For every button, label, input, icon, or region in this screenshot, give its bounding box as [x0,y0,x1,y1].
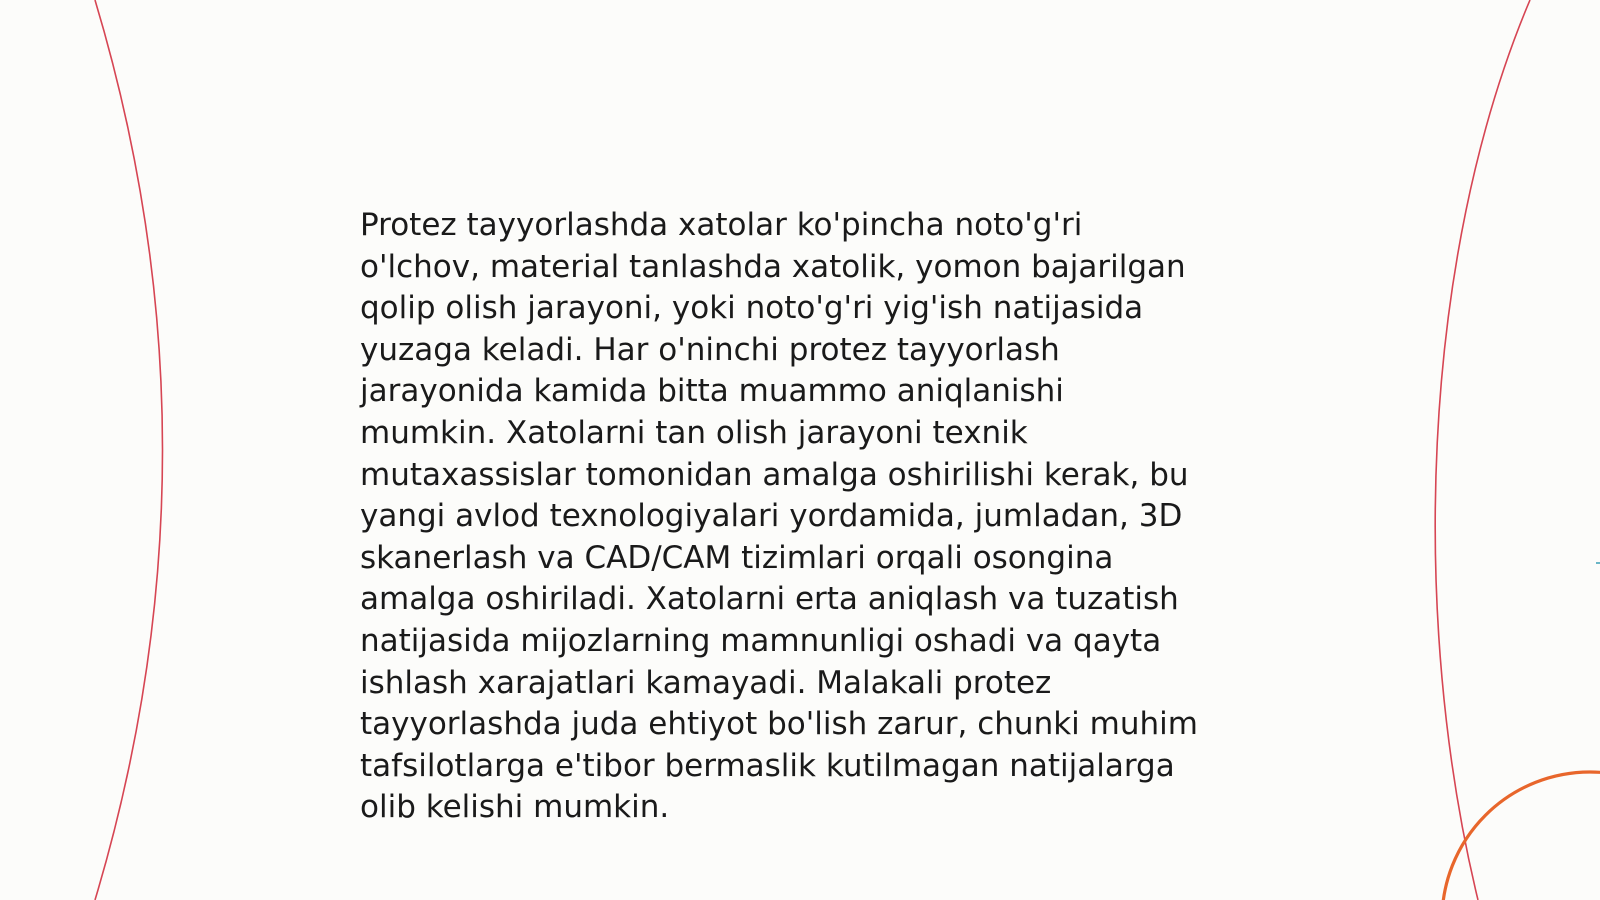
paragraph-line: yuzaga keladi. Har o'ninchi protez tayyorlash [360,331,1060,368]
paragraph-line: tayyorlashda juda ehtiyot bo'lish zarur, chunki muhim [360,706,1198,743]
paragraph-line: o'lchov, material tanlashda xatolik, yomon bajarilgan [360,248,1186,285]
left-curve-line [95,0,163,900]
paragraph-line: olib kelishi mumkin. [360,789,670,826]
right-curve-line [1435,0,1530,900]
paragraph-line: yangi avlod texnologiyalari yordamida, jumladan, 3D [360,498,1183,535]
orange-arc [1442,772,1600,900]
paragraph-line: jarayonida kamida bitta muammo aniqlanishi [360,373,1064,410]
paragraph-line: skanerlash va CAD/CAM tizimlari orqali osongina [360,539,1114,576]
paragraph-line: mutaxassislar tomonidan amalga oshirilishi kerak, bu [360,456,1189,493]
paragraph-line: tafsilotlarga e'tibor bermaslik kutilmagan natijalarga [360,747,1175,784]
paragraph-line: ishlash xarajatlari kamayadi. Malakali protez [360,664,1052,701]
paragraph-line: Protez tayyorlashda xatolar ko'pincha noto'g'ri [360,207,1083,243]
paragraph-line: natijasida mijozlarning mamnunligi oshadi va qayta [360,622,1162,659]
paragraph-line: mumkin. Xatolarni tan olish jarayoni texnik [360,414,1028,451]
paragraph-line: qolip olish jarayoni, yoki noto'g'ri yig'ish natijasida [360,290,1144,327]
paragraph-line: amalga oshiriladi. Xatolarni erta aniqlash va tuzatish [360,581,1179,618]
body-paragraph [360,205,1240,829]
